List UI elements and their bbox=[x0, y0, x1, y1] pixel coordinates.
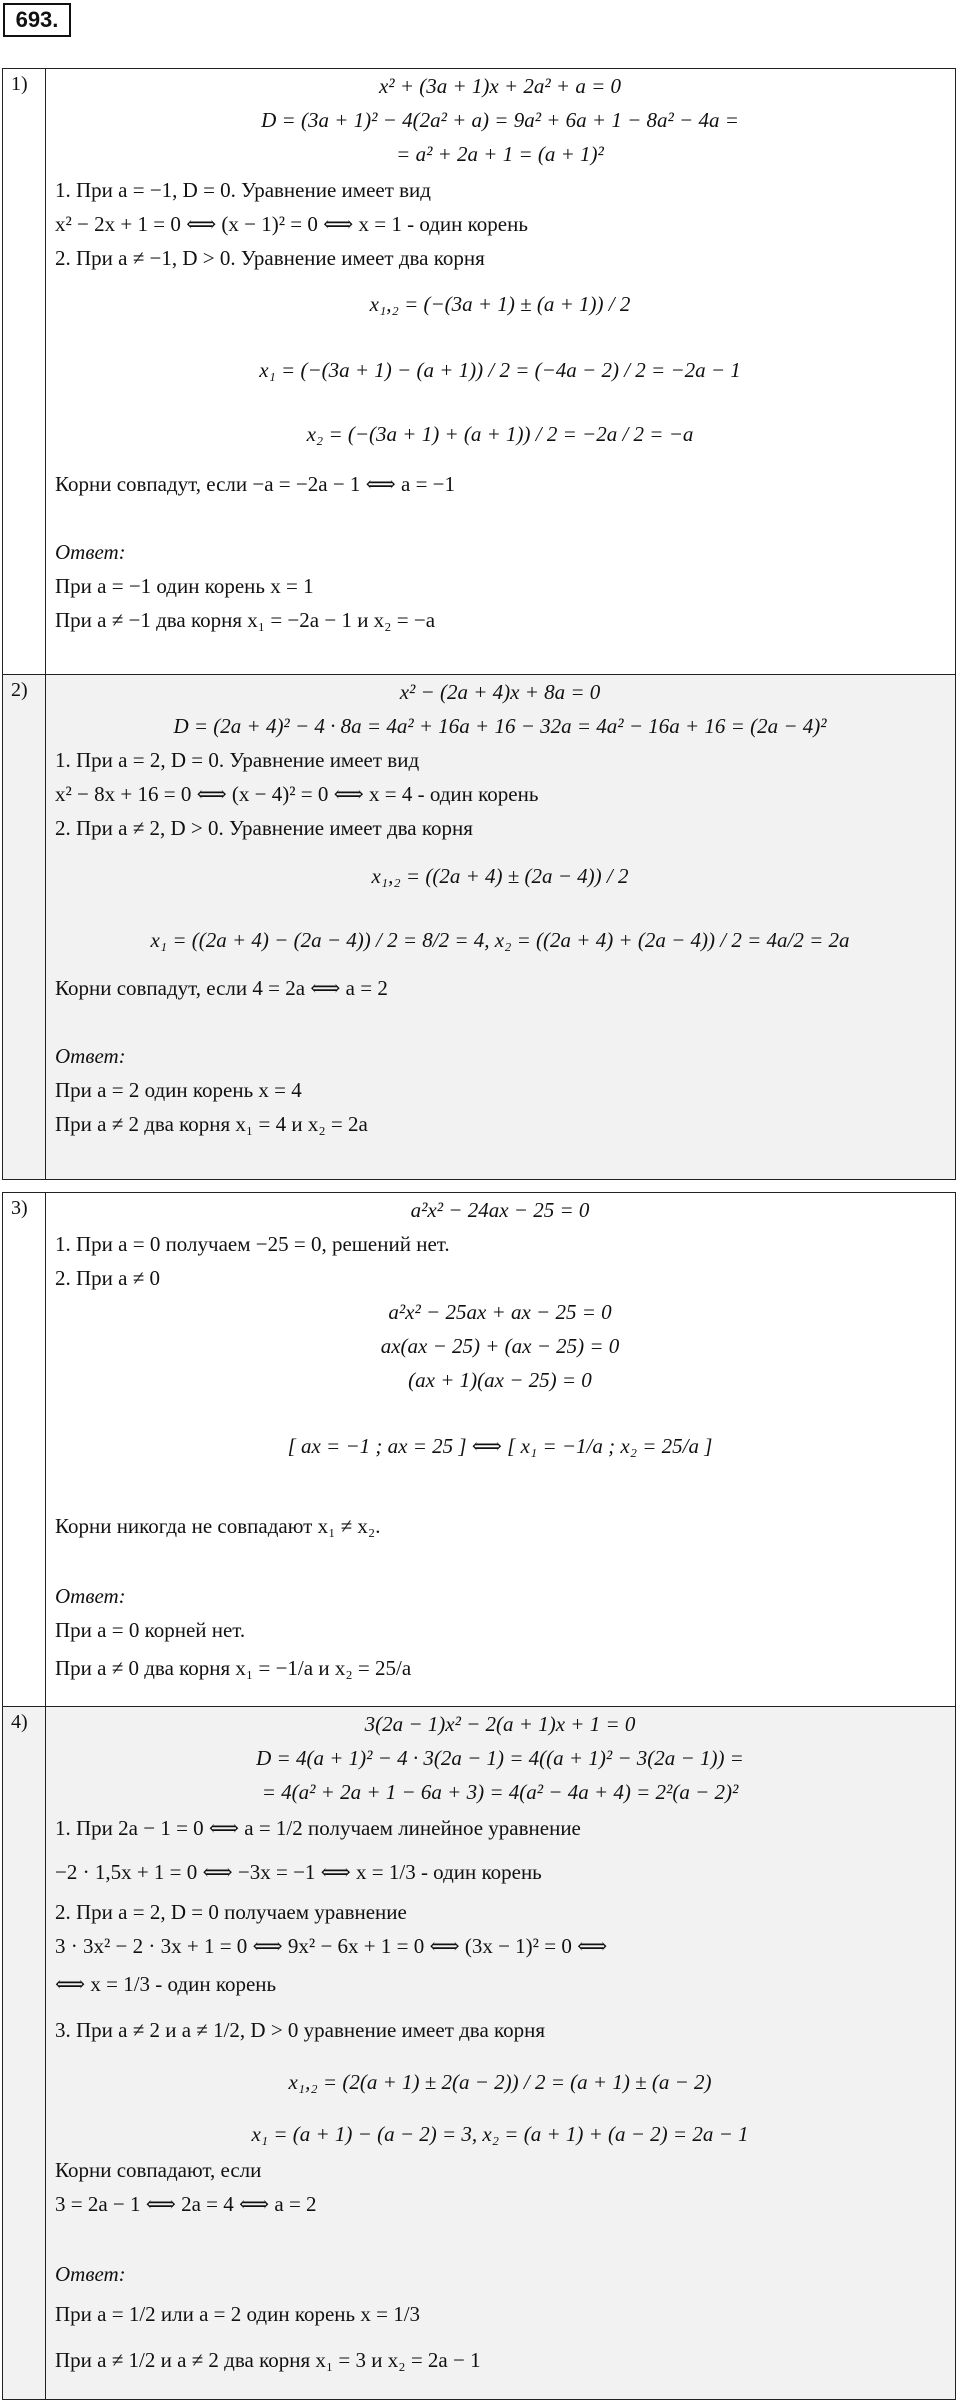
equation: x² − (2a + 4)x + 8a = 0 bbox=[399, 680, 601, 704]
solution-block-3 bbox=[2, 1192, 956, 1708]
formula-line: a²x² − 25ax + ax − 25 = 0 bbox=[388, 1300, 612, 1324]
formula-line: x₁,₂ = ((2a + 4) ± (2a − 4)) / 2 bbox=[371, 864, 629, 888]
solution-block-4 bbox=[2, 1706, 956, 2400]
formula-line: (ax + 1)(ax − 25) = 0 bbox=[408, 1368, 592, 1392]
answer-line: При a = 0 корней нет. bbox=[55, 1618, 246, 1642]
block-label: 3) bbox=[11, 1197, 28, 1219]
formula-line: x₁ = (a + 1) − (a − 2) = 3, x₂ = (a + 1) + (a − 2) = 2a − 1 bbox=[251, 2122, 749, 2146]
solution-content bbox=[45, 675, 955, 1179]
formula-line: ax(ax − 25) + (ax − 25) = 0 bbox=[380, 1334, 620, 1358]
answer-line: При a = −1 один корень x = 1 bbox=[55, 574, 314, 598]
answer-line: При a ≠ 0 два корня x₁ = −1/a и x₂ = 25/a bbox=[55, 1656, 412, 1680]
discriminant-line: = a² + 2a + 1 = (a + 1)² bbox=[396, 142, 604, 166]
formula-line: x₁ = (−(3a + 1) − (a + 1)) / 2 = (−4a − 2) / 2 = −2a − 1 bbox=[259, 358, 741, 382]
text-line: x² − 8x + 16 = 0 ⟺ (x − 4)² = 0 ⟺ x = 4 - один корень bbox=[55, 782, 539, 806]
discriminant-line: D = (3a + 1)² − 4(2a² + a) = 9a² + 6a + 1 − 8a² − 4a = bbox=[261, 108, 739, 132]
text-line: 2. При a ≠ 0 bbox=[55, 1266, 160, 1290]
text-line: x² − 2x + 1 = 0 ⟺ (x − 1)² = 0 ⟺ x = 1 - один корень bbox=[55, 212, 528, 236]
text-line: Корни совпадают, если bbox=[55, 2158, 262, 2182]
discriminant-line: = 4(a² + 2a + 1 − 6a + 3) = 4(a² − 4a + 4) = 2²(a − 2)² bbox=[261, 1780, 739, 1804]
text-line: 3 = 2a − 1 ⟺ 2a = 4 ⟺ a = 2 bbox=[55, 2192, 317, 2216]
label-cell bbox=[3, 69, 46, 675]
solution-block-2 bbox=[2, 674, 956, 1180]
answer-line: При a ≠ 2 два корня x₁ = 4 и x₂ = 2a bbox=[55, 1112, 368, 1136]
equation: x² + (3a + 1)x + 2a² + a = 0 bbox=[378, 74, 622, 98]
answer-line: При a = 1/2 или a = 2 один корень x = 1/3 bbox=[55, 2302, 421, 2326]
text-line: Корни совпадут, если −a = −2a − 1 ⟺ a = −1 bbox=[55, 472, 456, 496]
text-line: ⟺ x = 1/3 - один корень bbox=[55, 1972, 277, 1996]
discriminant-line: D = 4(a + 1)² − 4 · 3(2a − 1) = 4((a + 1)² − 3(2a − 1)) = bbox=[256, 1746, 744, 1770]
text-line: 1. При a = −1, D = 0. Уравнение имеет вид bbox=[55, 178, 431, 202]
solution-content bbox=[45, 69, 955, 675]
label-cell bbox=[3, 1707, 46, 2399]
solution-content bbox=[45, 1193, 955, 1707]
text-line: Корни совпадут, если 4 = 2a ⟺ a = 2 bbox=[55, 976, 388, 1000]
block-label: 2) bbox=[11, 679, 28, 701]
discriminant-line: D = (2a + 4)² − 4 · 8a = 4a² + 16a + 16 − 32a = 4a² − 16a + 16 = (2a − 4)² bbox=[173, 714, 827, 738]
solution-content bbox=[45, 1707, 955, 2399]
equation: 3(2a − 1)x² − 2(a + 1)x + 1 = 0 bbox=[364, 1712, 636, 1736]
answer-line: При a = 2 один корень x = 4 bbox=[55, 1078, 302, 1102]
label-cell bbox=[3, 1193, 46, 1707]
text-line: 1. При a = 2, D = 0. Уравнение имеет вид bbox=[55, 748, 420, 772]
answer-heading: Ответ: bbox=[55, 2262, 126, 2286]
text-line: 2. При a = 2, D = 0 получаем уравнение bbox=[55, 1900, 407, 1924]
block-label: 1) bbox=[11, 73, 28, 95]
label-cell bbox=[3, 675, 46, 1179]
text-line: 1. При 2a − 1 = 0 ⟺ a = 1/2 получаем линейное уравнение bbox=[55, 1816, 581, 1840]
equation: a²x² − 24ax − 25 = 0 bbox=[410, 1198, 590, 1222]
text-line: 2. При a ≠ −1, D > 0. Уравнение имеет два корня bbox=[55, 246, 485, 270]
text-line: 3. При a ≠ 2 и a ≠ 1/2, D > 0 уравнение имеет два корня bbox=[55, 2018, 546, 2042]
answer-heading: Ответ: bbox=[55, 1584, 126, 1608]
answer-heading: Ответ: bbox=[55, 1044, 126, 1068]
problem-number: 693. bbox=[3, 3, 71, 37]
block-label: 4) bbox=[11, 1711, 28, 1733]
answer-line: При a ≠ 1/2 и a ≠ 2 два корня x₁ = 3 и x₂ = 2a − 1 bbox=[55, 2348, 481, 2372]
text-line: Корни никогда не совпадают x₁ ≠ x₂. bbox=[55, 1514, 381, 1538]
text-line: 1. При a = 0 получаем −25 = 0, решений нет. bbox=[55, 1232, 450, 1256]
solution-block-1 bbox=[2, 68, 956, 676]
formula-line: x₁ = ((2a + 4) − (2a − 4)) / 2 = 8/2 = 4, x₂ = ((2a + 4) + (2a − 4)) / 2 = 4a/2 = 2a bbox=[150, 928, 850, 952]
formula-line: x₂ = (−(3a + 1) + (a + 1)) / 2 = −2a / 2 = −a bbox=[306, 422, 694, 446]
answer-line: При a ≠ −1 два корня x₁ = −2a − 1 и x₂ = −a bbox=[55, 608, 436, 632]
text-line: 2. При a ≠ 2, D > 0. Уравнение имеет два корня bbox=[55, 816, 473, 840]
text-line: −2 · 1,5x + 1 = 0 ⟺ −3x = −1 ⟺ x = 1/3 - один корень bbox=[55, 1860, 542, 1884]
answer-heading: Ответ: bbox=[55, 540, 126, 564]
text-line: 3 · 3x² − 2 · 3x + 1 = 0 ⟺ 9x² − 6x + 1 = 0 ⟺ (3x − 1)² = 0 ⟺ bbox=[55, 1934, 608, 1958]
system-line: [ ax = −1 ; ax = 25 ] ⟺ [ x₁ = −1/a ; x₂ = 25/a ] bbox=[287, 1434, 713, 1458]
formula-line: x₁,₂ = (2(a + 1) ± 2(a − 2)) / 2 = (a + 1) ± (a − 2) bbox=[288, 2070, 712, 2094]
formula-line: x₁,₂ = (−(3a + 1) ± (a + 1)) / 2 bbox=[369, 292, 631, 316]
